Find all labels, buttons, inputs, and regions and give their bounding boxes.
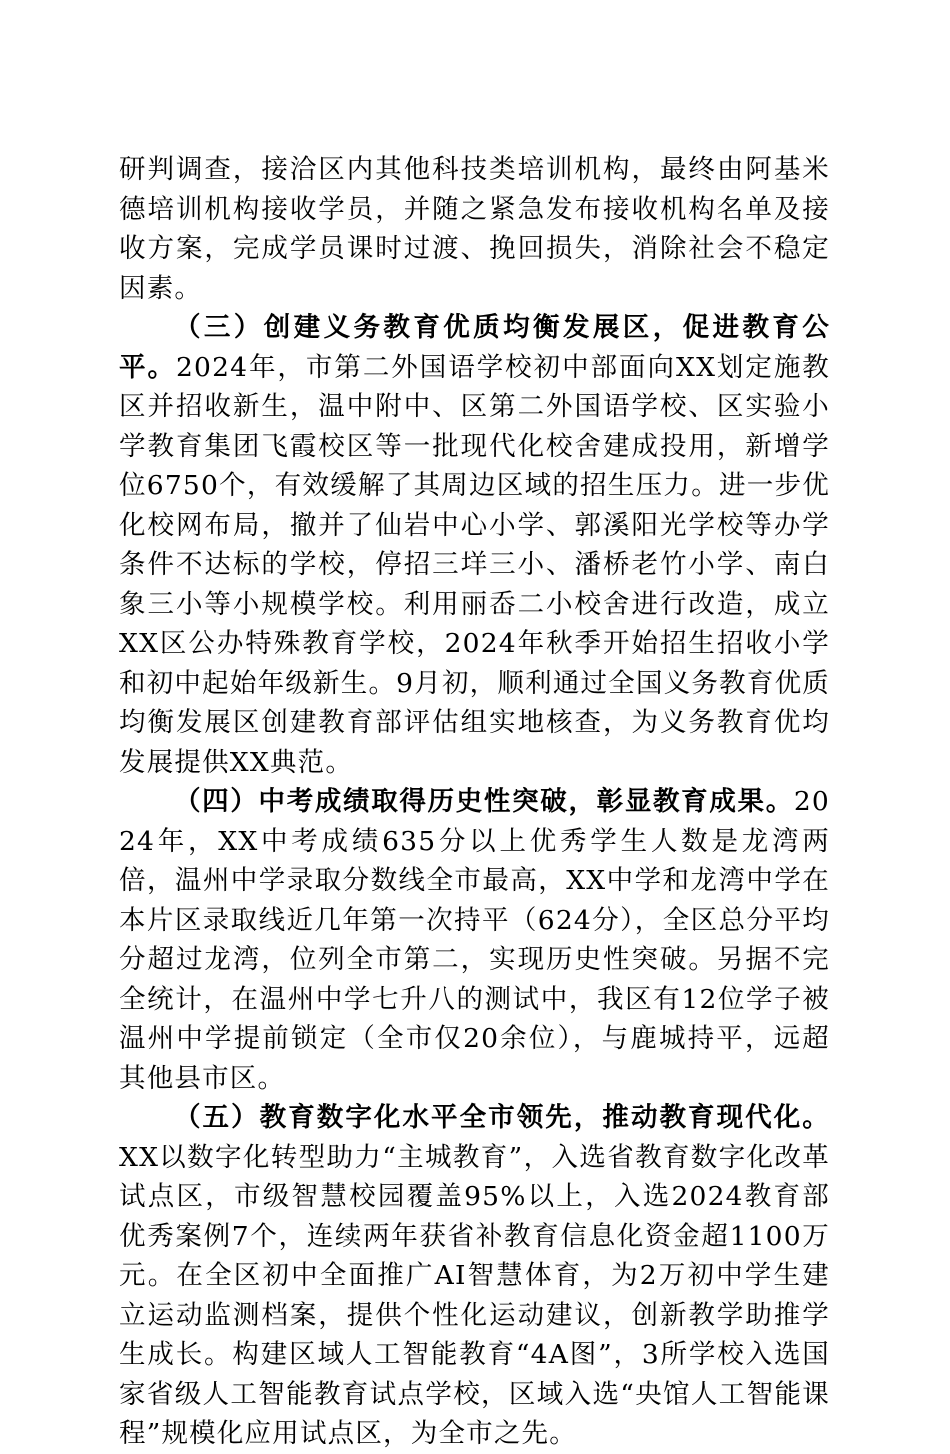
paragraph-continuation bbox=[119, 150, 830, 308]
paragraph-text: 2024年，市第二外国语学校初中部面向XX划定施教区并招收新生，温中附中、区第二外国语学校、区实验小学教育集团飞霞校区等一批现代化校舍建成投用，新增学位6750个，有效缓解了其周边区域的招生压力。进一步优化校网布局，撤并了仙岩中心小学、郭溪阳光学校等办学条件不达标的学校，停招三垟三小、潘桥老竹小学、南白象三小等小规模学校。利用丽岙二小校舍进行改造，成立XX区公办特殊教育学校，2024年秋季开始招生招收小学和初中起始年级新生。9月初，顺利通过全国义务教育优质均衡发展区创建教育部评估组实地核查，为义务教育优均发展提供XX典范。 bbox=[119, 351, 831, 778]
paragraph-text: XX以数字化转型助力“主城教育”，入选省教育数字化改革试点区，市级智慧校园覆盖95%以上，入选2024教育部优秀案例7个，连续两年获省补教育信息化资金超1100万元。在全区初中全面推广AI智慧体育，为2万初中学生建立运动监测档案，提供个性化运动建议，创新教学助推学生成长。构建区域人工智能教育“4A图”，3所学校入选国家省级人工智能教育试点学校，区域入选“央馆人工智能课程”规模化应用试点区，为全市之先。 bbox=[119, 1141, 830, 1449]
section-heading: （三）创建义务教育优质均衡发展区，促进教育公平。 bbox=[119, 312, 830, 383]
section-heading: （五）教育数字化水平全市领先，推动教育现代化。 bbox=[174, 1102, 830, 1133]
paragraph-text: 研判调查，接洽区内其他科技类培训机构，最终由阿基米德培训机构接收学员，并随之紧急发布接收机构名单及接收方案，完成学员课时过渡、挽回损失，消除社会不稳定因素。 bbox=[119, 154, 830, 304]
paragraph-section-3 bbox=[119, 308, 830, 782]
section-heading: （四）中考成绩取得历史性突破，彰显教育成果。 bbox=[174, 786, 794, 817]
paragraph-section-4 bbox=[119, 782, 830, 1098]
paragraph-section-5 bbox=[119, 1098, 830, 1454]
paragraph-text: 2024年，XX中考成绩635分以上优秀学生人数是龙湾两倍，温州中学录取分数线全市最高，XX中学和龙湾中学在本片区录取线近几年第一次持平（624分），全区总分平均分超过龙湾，位列全市第二，实现历史性突破。另据不完全统计，在温州中学七升八的测试中，我区有12位学子被温州中学提前锁定（全市仅20余位），与鹿城持平，远超其他县市区。 bbox=[119, 786, 830, 1094]
document-body bbox=[119, 150, 830, 1454]
